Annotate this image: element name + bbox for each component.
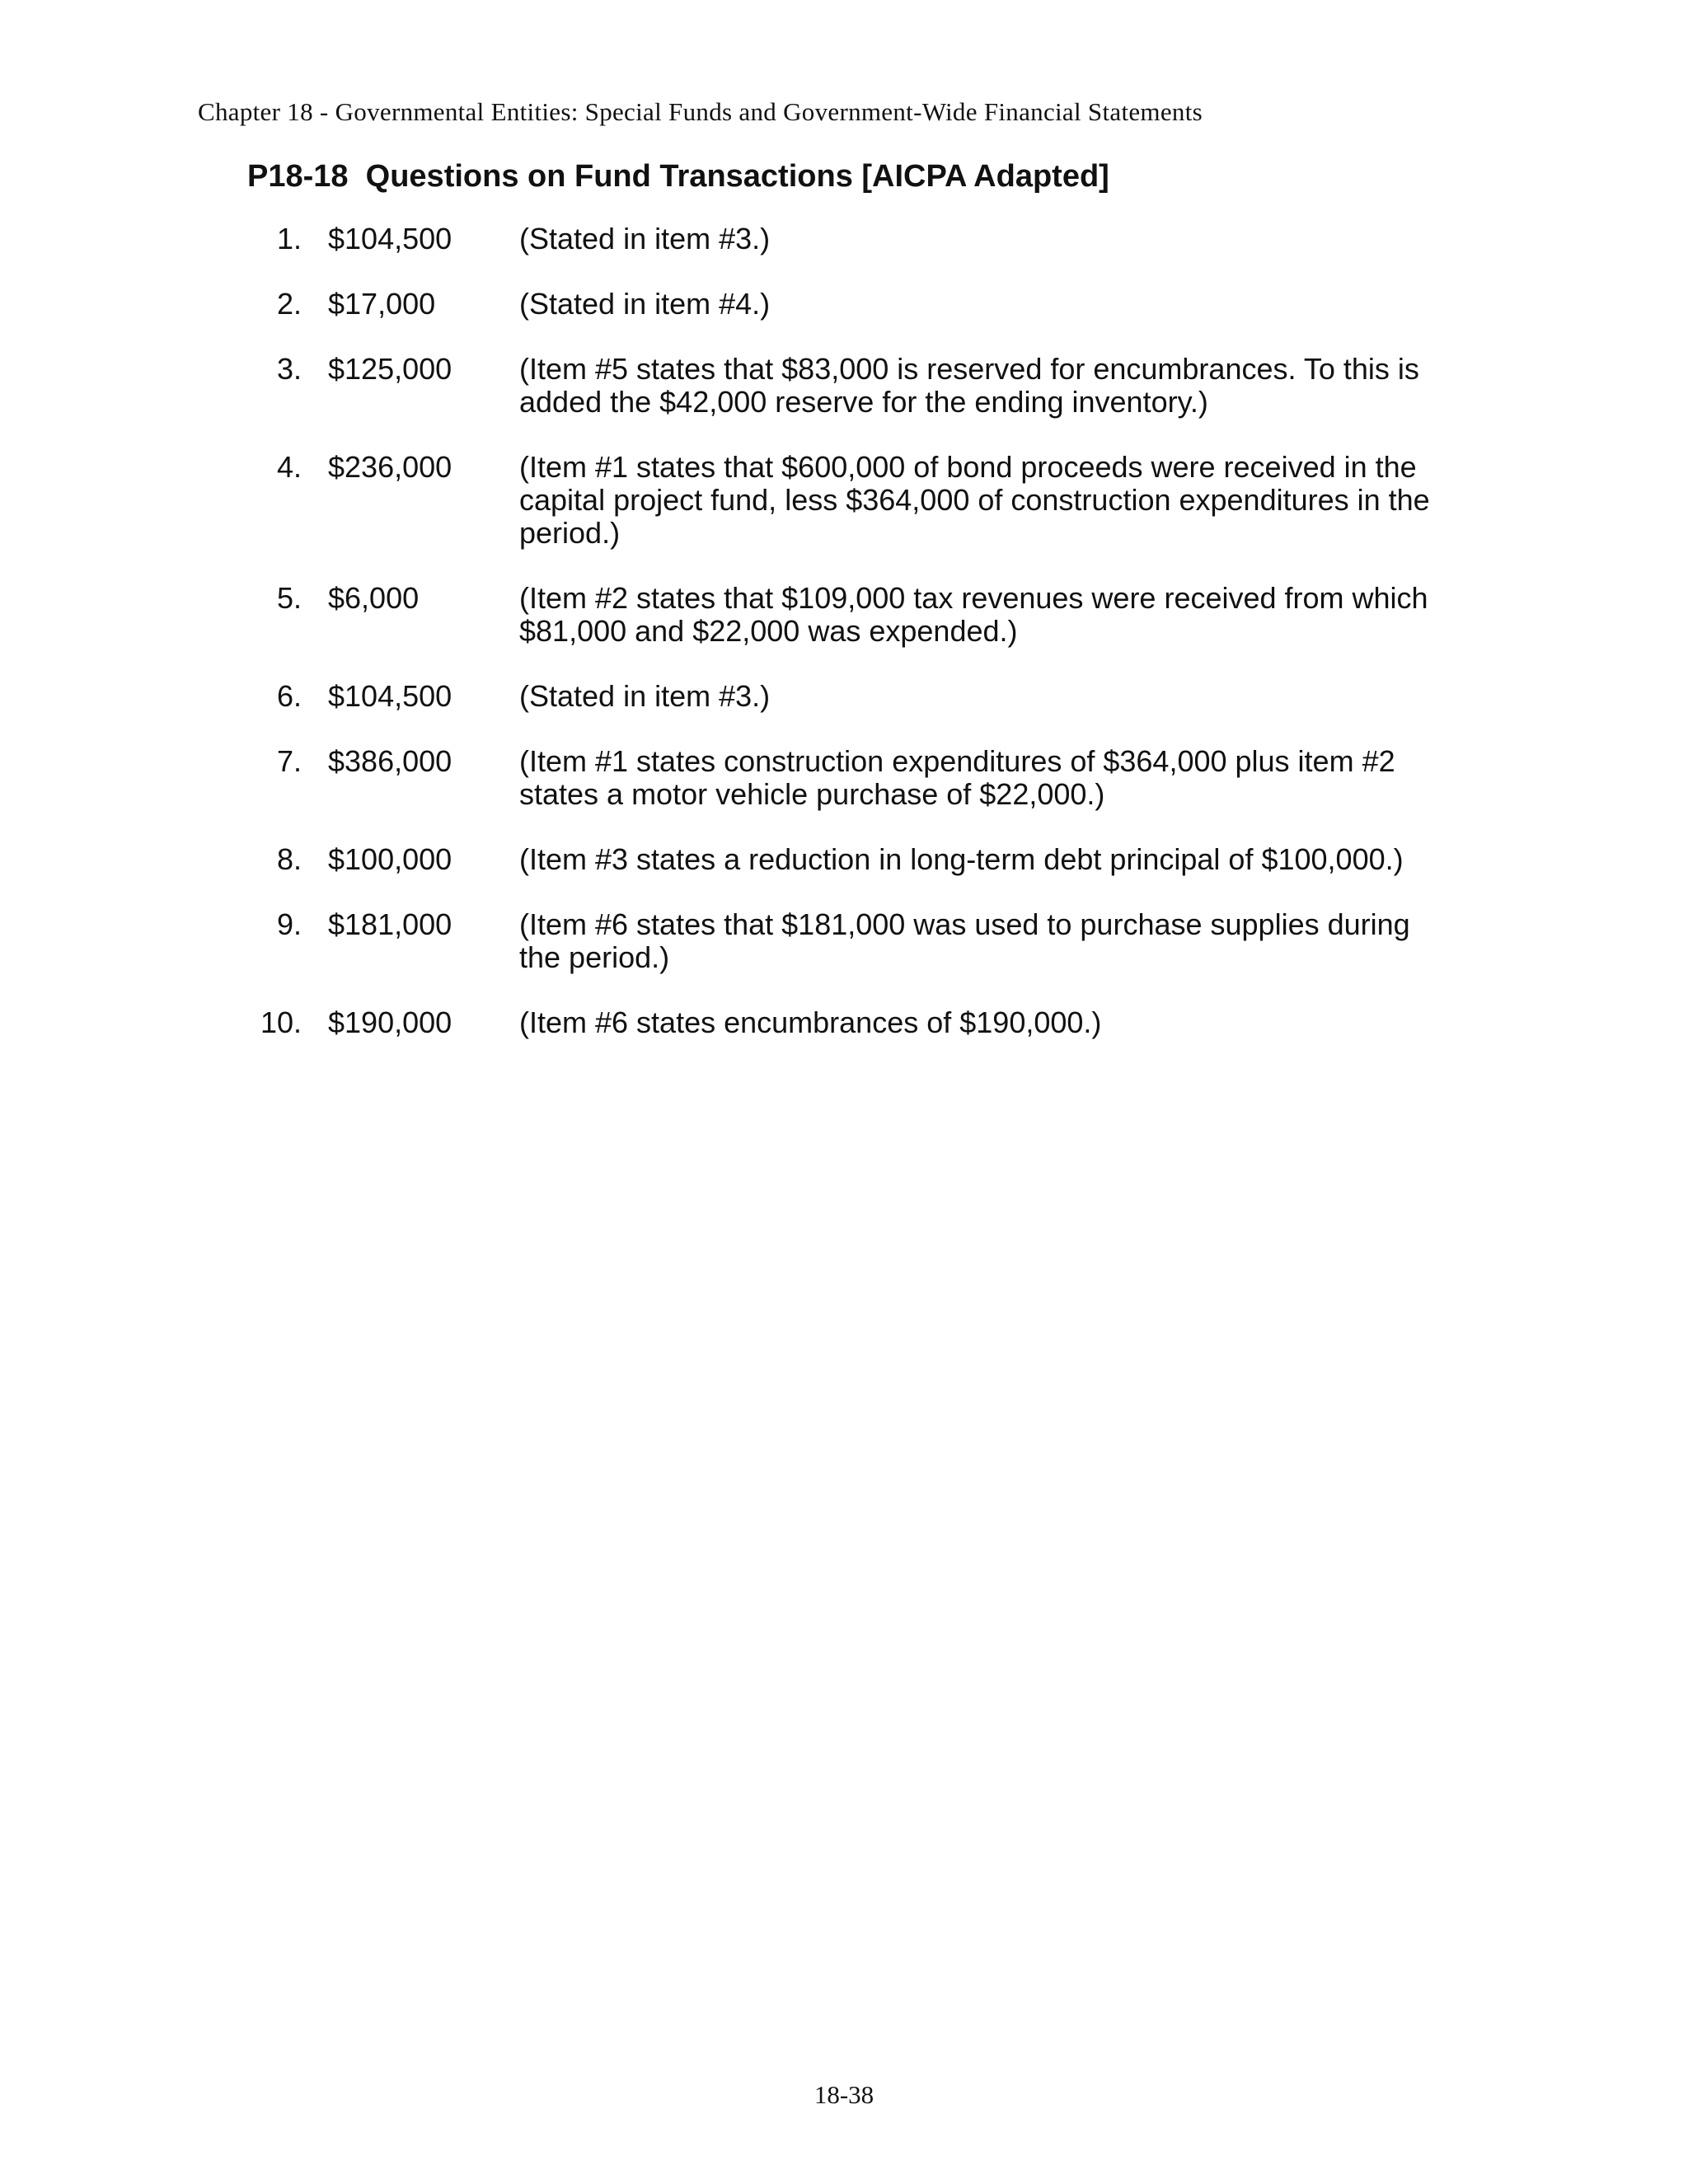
answer-amount: $386,000 <box>328 744 452 778</box>
answer-amount: $17,000 <box>328 287 436 321</box>
answer-explanation: (Stated in item #3.) <box>519 222 771 255</box>
answer-explanation: (Item #3 states a reduction in long-term debt principal of $100,000.) <box>519 842 1404 876</box>
answer-amount: $100,000 <box>328 842 452 876</box>
answer-explanation: (Item #5 states that $83,000 is reserved for encumbrances. To this is added the $42,000 reserve for the ending inventory.) <box>519 352 1419 419</box>
answer-number: 7. <box>276 744 302 778</box>
answer-item <box>247 843 1484 876</box>
answer-number: 6. <box>276 679 302 713</box>
answer-number: 3. <box>276 352 302 386</box>
answer-item <box>247 1006 1484 1039</box>
answer-explanation: (Item #2 states that $109,000 tax revenues were received from which $81,000 and $22,000 was expended.) <box>519 581 1428 648</box>
answer-number: 10. <box>260 1005 302 1039</box>
answer-item <box>247 745 1484 811</box>
answer-number: 4. <box>276 450 302 484</box>
answer-number: 9. <box>276 907 302 941</box>
answer-number: 8. <box>276 842 302 876</box>
answer-explanation: (Stated in item #4.) <box>519 287 771 321</box>
answer-item <box>247 288 1484 321</box>
running-head: Chapter 18 - Governmental Entities: Special Funds and Government-Wide Financial Statements <box>198 97 1203 126</box>
answer-item <box>247 582 1484 648</box>
page-number: 18-38 <box>814 2080 874 2109</box>
answer-item <box>247 223 1484 255</box>
answer-item <box>247 908 1484 974</box>
answer-explanation: (Stated in item #3.) <box>519 679 771 713</box>
answer-amount: $236,000 <box>328 450 452 484</box>
answer-amount: $104,500 <box>328 222 452 255</box>
problem-title: P18-18 Questions on Fund Transactions [AICPA Adapted] <box>247 159 1109 194</box>
answer-item <box>247 680 1484 713</box>
answer-explanation: (Item #1 states construction expenditures of $364,000 plus item #2 states a motor vehicle purchase of $22,000.) <box>519 744 1395 811</box>
answer-amount: $104,500 <box>328 679 452 713</box>
answer-amount: $181,000 <box>328 907 452 941</box>
answer-number: 2. <box>276 287 302 321</box>
answer-amount: $6,000 <box>328 581 420 615</box>
answer-number: 5. <box>276 581 302 615</box>
answer-item <box>247 451 1484 550</box>
answer-explanation: (Item #1 states that $600,000 of bond proceeds were received in the capital project fund, less $364,000 of construction expenditures in the period.) <box>519 450 1430 550</box>
answer-item <box>247 353 1484 419</box>
answer-explanation: (Item #6 states encumbrances of $190,000.) <box>519 1005 1102 1039</box>
answer-amount: $190,000 <box>328 1005 452 1039</box>
answer-explanation: (Item #6 states that $181,000 was used to purchase supplies during the period.) <box>519 907 1410 974</box>
answer-amount: $125,000 <box>328 352 452 386</box>
answer-number: 1. <box>276 222 302 255</box>
answer-list <box>247 223 1484 1071</box>
